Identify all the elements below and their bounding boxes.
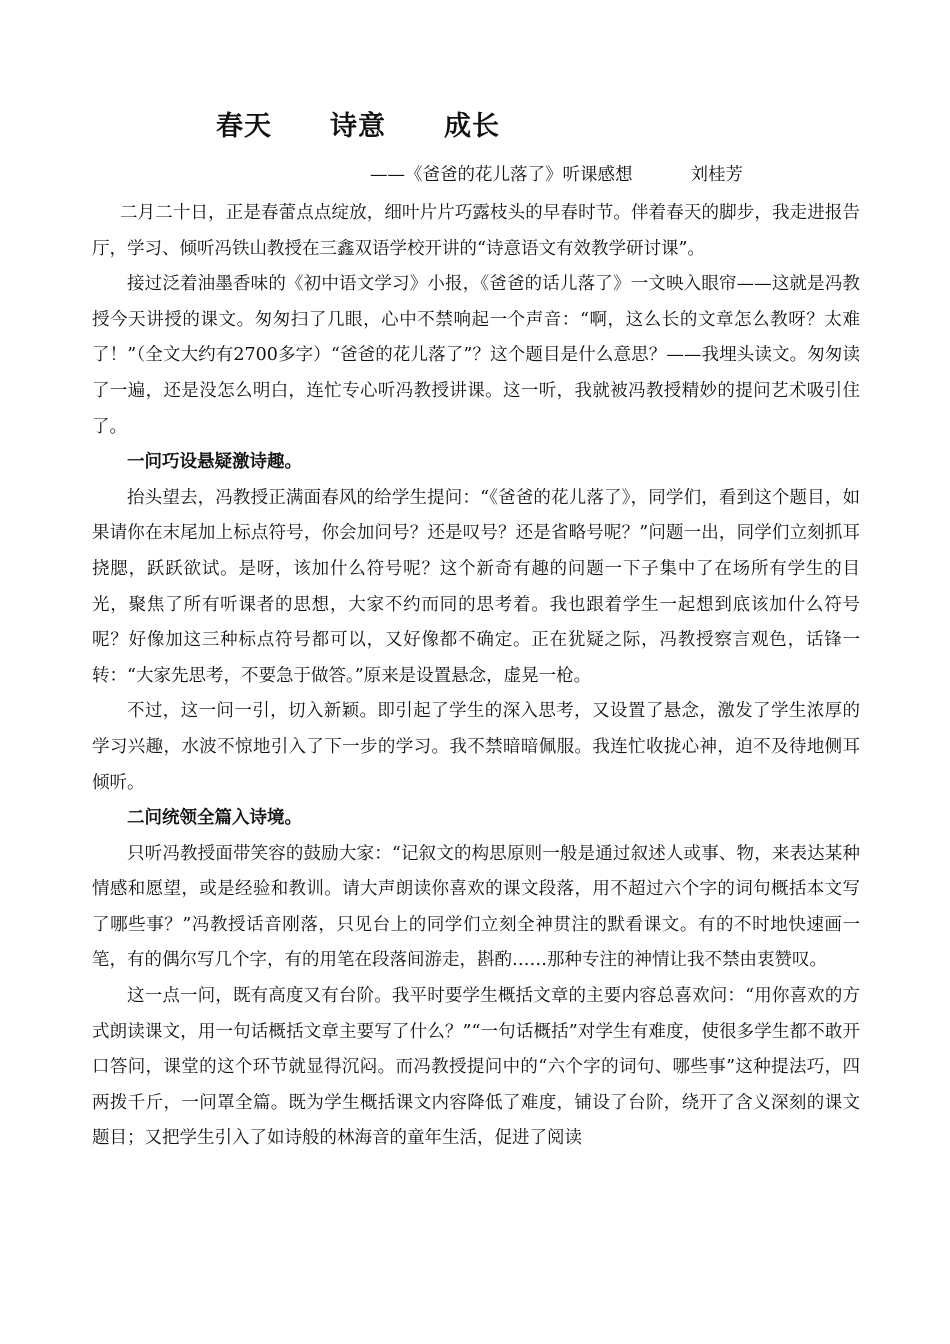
title-word-poetry: 诗意	[330, 111, 386, 142]
author-name: 刘桂芳	[690, 165, 743, 185]
title-word-spring: 春天	[216, 111, 272, 142]
section-heading-1: 一问巧设悬疑激诗趣。	[127, 452, 302, 473]
paragraph-6: 这一点一问，既有高度又有台阶。我平时要学生概括文章的主要内容总喜欢问：“用你喜欢的方式朗读课文，用一句话概括文章主要写了什么？”“一句话概括”对学生有难度，使很多学生都不敢开口答问，课堂的这个环节就显得沉闷。而冯教授提问中的“六个字的词句、哪些事”这种提法巧，四两拨千斤，一问罩全篇。既为学生概括课文内容降低了难度，铺设了台阶，绕开了含义深刻的课文题目；又把学生引入了如诗般的林海音的童年生活，促进了阅读	[92, 986, 860, 1149]
title-word-growth: 成长	[444, 111, 500, 142]
paragraph-4: 不过，这一问一引，切入新颖。即引起了学生的深入思考，又设置了悬念，激发了学生浓厚的学习兴趣，水波不惊地引入了下一步的学习。我不禁暗暗佩服。我连忙收拢心神，迫不及待地侧耳倾听。	[92, 701, 860, 793]
paragraph-5: 只听冯教授面带笑容的鼓励大家：“记叙文的构思原则一般是通过叙述人或事、物，来表达某种情感和愿望，或是经验和教训。请大声朗读你喜欢的课文段落，用不超过六个字的词句概括本文写了哪些事？”冯教授话音刚落，只见台上的同学们立刻全神贯注的默看课文。有的不时地快速画一笔，有的偶尔写几个字，有的用笔在段落间游走，斟酌……那种专注的神情让我不禁由衷赞叹。	[92, 843, 860, 971]
subtitle-text: ——《爸爸的花儿落了》听课感想	[370, 165, 633, 185]
paragraph-2: 接过泛着油墨香味的《初中语文学习》小报，《爸爸的话儿落了》一文映入眼帘——这就是冯教授今天讲授的课文。匆匆扫了几眼，心中不禁响起一个声音：“啊，这么长的文章怎么教呀？太难了！”（全文大约有2700多字）“爸爸的花儿落了”？这个题目是什么意思？——我埋头读文。匆匆读了一遍，还是没怎么明白，连忙专心听冯教授讲课。这一听，我就被冯教授精妙的提问艺术吸引住了。	[92, 274, 860, 437]
section-heading-2: 二问统领全篇入诗境。	[127, 808, 302, 829]
document-body	[92, 196, 860, 1157]
paragraph-3: 抬头望去，冯教授正满面春风的给学生提问：“《爸爸的花儿落了》，同学们，看到这个题目，如果请你在末尾加上标点符号，你会加问号？还是叹号？还是省略号呢？”问题一出，同学们立刻抓耳挠腮，跃跃欲试。是呀，该加什么符号呢？这个新奇有趣的问题一下子集中了在场所有学生的目光，聚焦了所有听课者的思想，大家不约而同的思考着。我也跟着学生一起想到底该加什么符号呢？好像加这三种标点符号都可以，又好像都不确定。正在犹疑之际，冯教授察言观色，话锋一转：“大家先思考，不要急于做答。”原来是设置悬念，虚晃一枪。	[92, 487, 860, 686]
document-subtitle	[370, 161, 743, 186]
document-title	[216, 104, 500, 143]
paragraph-1: 二月二十日，正是春蕾点点绽放，细叶片片巧露枝头的早春时节。伴着春天的脚步，我走进报告厅，学习、倾听冯铁山教授在三鑫双语学校开讲的“诗意语文有效教学研讨课”。	[92, 203, 860, 259]
